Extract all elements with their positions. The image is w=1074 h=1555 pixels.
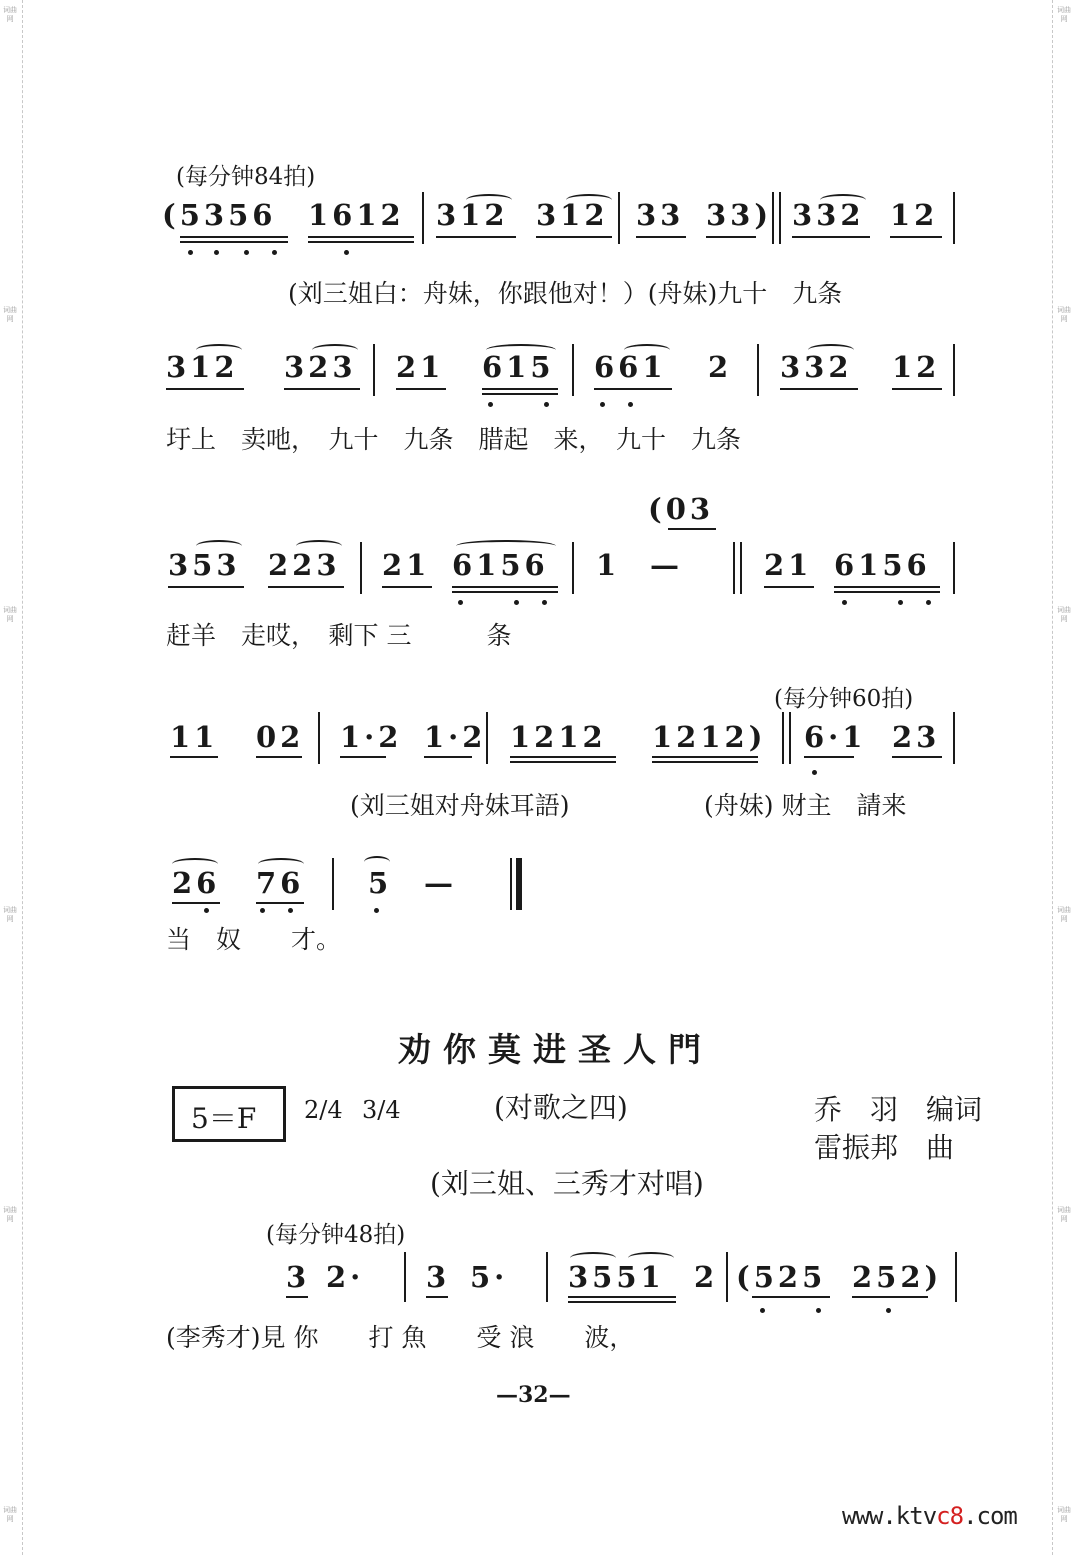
note-group: 11 (170, 720, 219, 754)
low-octave-dot (374, 908, 379, 913)
note-group: 1·2 (424, 720, 487, 754)
aside-notes: (03 (648, 492, 715, 526)
slur (466, 194, 512, 206)
beam-line (568, 1296, 676, 1298)
beam-line (256, 756, 302, 758)
beam-line (436, 236, 516, 238)
note-group: 312 (536, 198, 609, 232)
lyricist-credit: 乔 羽 编词 (814, 1093, 983, 1126)
lyric-line: (李秀才)見 你 打 魚 受 浪 波， (166, 1323, 635, 1352)
watermark-text: 词曲网 (3, 1206, 17, 1223)
watermark-text: 词曲网 (3, 1506, 17, 1523)
low-octave-dot (926, 600, 931, 605)
note-group: 21 (396, 350, 445, 384)
note-group: (525 (736, 1260, 827, 1294)
slur (172, 858, 218, 870)
song-subtitle: (对歌之四) (494, 1091, 628, 1124)
slur (570, 1252, 616, 1264)
note-group: 5 (368, 866, 393, 900)
barline (373, 344, 375, 396)
beam-line (482, 393, 558, 395)
double-barline (740, 542, 742, 594)
note-group: 26 (172, 866, 221, 900)
beam-line (510, 756, 616, 758)
note-group: 12 (892, 350, 941, 384)
beam-line (286, 1296, 308, 1298)
watermark-text: 词曲网 (1057, 6, 1071, 23)
tempo-marking: (每分钟84拍) (176, 164, 316, 190)
beam-line (568, 1301, 676, 1303)
note-dash: — (650, 548, 683, 582)
note-group: 2 (708, 350, 733, 384)
note-group: 615 (482, 350, 555, 384)
barline (422, 192, 424, 244)
beam-line (834, 591, 940, 593)
beam-line (890, 236, 942, 238)
low-octave-dot (488, 402, 493, 407)
beam-line (536, 236, 612, 238)
beam-line (706, 236, 756, 238)
key-signature: 5＝F (191, 1102, 257, 1135)
barline (953, 192, 955, 244)
watermark-text: 词曲网 (3, 6, 17, 23)
barline (955, 1252, 957, 1302)
time-signature: 2/4 (304, 1096, 343, 1124)
watermark-text: 词曲网 (1057, 1206, 1071, 1223)
low-octave-dot (600, 402, 605, 407)
low-octave-dot (898, 600, 903, 605)
lyric-line: 当 奴 才。 (166, 925, 342, 954)
note-group: 2 (694, 1260, 719, 1294)
low-octave-dot (214, 250, 219, 255)
beam-line (340, 756, 386, 758)
beam-line (284, 388, 360, 390)
fermata (364, 856, 390, 868)
beam-line (668, 528, 716, 530)
final-barline (516, 858, 522, 910)
low-octave-dot (544, 402, 549, 407)
low-octave-dot (188, 250, 193, 255)
lyric-line: 圩上 卖吔， 九十 九条 腊起 来， 九十 九条 (166, 425, 742, 454)
note-group: 1212 (510, 720, 607, 754)
slur (312, 344, 358, 356)
performers-note: (刘三姐、三秀才对唱) (430, 1167, 704, 1200)
lyric-line: (刘三姐白：舟妹，你跟他对！）(舟妹)九十 九条 (288, 279, 843, 308)
beam-line (424, 756, 472, 758)
slur (258, 858, 304, 870)
beam-line (168, 586, 244, 588)
note-group: 223 (268, 548, 341, 582)
song-title: 劝你莫进圣人門 (398, 1030, 713, 1069)
slur (624, 344, 670, 356)
beam-line (594, 388, 672, 390)
double-barline (789, 712, 791, 764)
watermark-text: 词曲网 (1057, 1506, 1071, 1523)
double-barline (779, 192, 781, 244)
watermark-text: 词曲网 (3, 906, 17, 923)
page-number: —32— (496, 1382, 571, 1408)
barline (953, 712, 955, 764)
lyric-line: (舟妹) 财主 請来 (704, 791, 907, 820)
beam-line (452, 586, 558, 588)
slur (486, 344, 556, 356)
left-watermark-strip (0, 0, 23, 1555)
beam-line (510, 761, 616, 763)
final-barline (510, 858, 512, 910)
barline (318, 712, 320, 764)
site-watermark-logo (842, 1502, 1017, 1530)
note-group: 312 (436, 198, 509, 232)
composer-credit: 雷振邦 曲 (814, 1131, 955, 1164)
note-group: 332 (780, 350, 853, 384)
beam-line (652, 761, 758, 763)
note-group: 3 (426, 1260, 451, 1294)
note-group: 353 (168, 548, 241, 582)
barline (726, 1252, 728, 1302)
beam-line (172, 902, 220, 904)
beam-line (804, 756, 854, 758)
note-group: 76 (256, 866, 305, 900)
beam-line (780, 388, 858, 390)
beam-line (852, 1296, 928, 1298)
note-group: 1 (596, 548, 621, 582)
barline (572, 344, 574, 396)
slur (296, 540, 342, 552)
low-octave-dot (272, 250, 277, 255)
beam-line (308, 236, 414, 238)
note-group: 252) (852, 1260, 943, 1294)
note-group: 1212) (652, 720, 767, 754)
note-group: 1612 (308, 198, 405, 232)
barline (618, 192, 620, 244)
note-group: 3 (286, 1260, 311, 1294)
barline (953, 344, 955, 396)
double-barline (782, 712, 784, 764)
tempo-marking: (每分钟60拍) (774, 686, 914, 712)
note-group: 6156 (834, 548, 931, 582)
beam-line (170, 756, 218, 758)
note-group: 332 (792, 198, 865, 232)
low-octave-dot (628, 402, 633, 407)
note-group: 1·2 (340, 720, 403, 754)
note-group: 33) (706, 198, 773, 232)
low-octave-dot (886, 1308, 891, 1313)
low-octave-dot (816, 1308, 821, 1313)
low-octave-dot (542, 600, 547, 605)
low-octave-dot (842, 600, 847, 605)
note-group: 33 (636, 198, 685, 232)
lyric-line: (刘三姐对舟妹耳語) (350, 791, 570, 820)
barline (546, 1252, 548, 1302)
note-group: 21 (382, 548, 431, 582)
low-octave-dot (260, 908, 265, 913)
beam-line (652, 756, 758, 758)
beam-line (636, 236, 686, 238)
low-octave-dot (344, 250, 349, 255)
note-group: 323 (284, 350, 357, 384)
note-group: 5· (470, 1260, 509, 1294)
note-group: 23 (892, 720, 941, 754)
note-group: 661 (594, 350, 667, 384)
beam-line (752, 1296, 830, 1298)
double-barline (772, 192, 774, 244)
watermark-text: 词曲网 (1057, 306, 1071, 323)
beam-line (426, 1296, 448, 1298)
site-suffix: .com (963, 1502, 1017, 1530)
double-barline (733, 542, 735, 594)
low-octave-dot (760, 1308, 765, 1313)
time-signature: 3/4 (362, 1096, 401, 1124)
beam-line (482, 388, 558, 390)
beam-line (834, 586, 940, 588)
low-octave-dot (458, 600, 463, 605)
note-group: 312 (166, 350, 239, 384)
low-octave-dot (288, 908, 293, 913)
note-group: 6·1 (804, 720, 867, 754)
beam-line (382, 586, 432, 588)
slur (808, 344, 854, 356)
beam-line (396, 388, 446, 390)
barline (757, 344, 759, 396)
note-group: 02 (256, 720, 305, 754)
watermark-text: 词曲网 (3, 606, 17, 623)
slur (566, 194, 612, 206)
slur (456, 540, 556, 552)
beam-line (452, 591, 558, 593)
beam-line (892, 388, 942, 390)
beam-line (892, 756, 942, 758)
lyric-line: 赶羊 走哎， 剩下 三 条 (166, 621, 512, 650)
site-highlight: c8 (936, 1502, 964, 1530)
barline (332, 858, 334, 910)
note-group: 21 (764, 548, 813, 582)
beam-line (166, 388, 244, 390)
beam-line (308, 241, 414, 243)
barline (360, 542, 362, 594)
beam-line (180, 236, 288, 238)
right-watermark-strip (1052, 0, 1074, 1555)
tempo-marking: (每分钟48拍) (266, 1222, 406, 1248)
key-signature-box (172, 1086, 286, 1142)
beam-line (268, 586, 344, 588)
barline (953, 542, 955, 594)
note-dash: — (424, 866, 457, 900)
low-octave-dot (204, 908, 209, 913)
watermark-text: 词曲网 (3, 306, 17, 323)
slur (820, 194, 866, 206)
note-group: 6156 (452, 548, 549, 582)
low-octave-dot (812, 770, 817, 775)
barline (404, 1252, 406, 1302)
beam-line (792, 236, 870, 238)
slur (196, 344, 242, 356)
note-group: 2· (326, 1260, 365, 1294)
watermark-text: 词曲网 (1057, 906, 1071, 923)
slur (628, 1252, 674, 1264)
low-octave-dot (514, 600, 519, 605)
low-octave-dot (244, 250, 249, 255)
beam-line (256, 902, 304, 904)
barline (486, 712, 488, 764)
beam-line (764, 586, 814, 588)
slur (196, 540, 242, 552)
watermark-text: 词曲网 (1057, 606, 1071, 623)
barline (572, 542, 574, 594)
note-group: 3551 (568, 1260, 665, 1294)
note-group: 12 (890, 198, 939, 232)
beam-line (180, 241, 288, 243)
site-prefix: www.ktv (842, 1502, 937, 1530)
note-group: (5356 (162, 198, 277, 232)
